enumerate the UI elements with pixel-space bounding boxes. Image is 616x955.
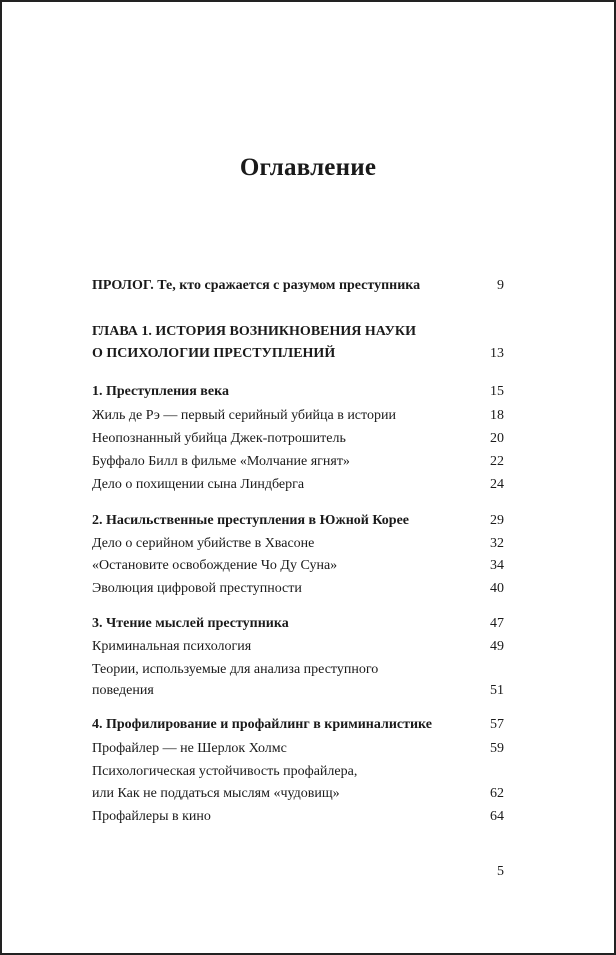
toc-entry-page: 49 xyxy=(490,639,504,654)
table-of-contents xyxy=(2,2,614,953)
toc-entry-page: 62 xyxy=(490,786,504,801)
toc-entry-label: 3. Чтение мыслей преступника xyxy=(92,616,289,631)
toc-entry-label: ПРОЛОГ. Те, кто сражается с разумом преступника xyxy=(92,278,421,293)
toc-entry-page: 51 xyxy=(490,683,504,698)
toc-entry-label: «Остановите освобождение Чо Ду Суна» xyxy=(92,558,338,573)
toc-entry-page: 34 xyxy=(490,558,504,573)
toc-entry-page: 9 xyxy=(497,278,504,293)
toc-entry-page: 29 xyxy=(490,513,504,528)
toc-entry-label: или Как не поддаться мыслям «чудовищ» xyxy=(92,786,340,801)
toc-entry-label: ГЛАВА 1. ИСТОРИЯ ВОЗНИКНОВЕНИЯ НАУКИ xyxy=(92,324,416,339)
toc-entry-label: Теории, используемые для анализа преступного xyxy=(92,662,379,677)
toc-entry-page: 32 xyxy=(490,536,504,551)
toc-entry-page: 18 xyxy=(490,408,504,423)
toc-entry-page: 15 xyxy=(490,384,504,399)
toc-entry-page: 40 xyxy=(490,581,504,596)
toc-entry-label: 4. Профилирование и профайлинг в криминалистике xyxy=(92,717,432,732)
toc-entry-label: Криминальная психология xyxy=(92,639,252,654)
toc-entry-label: 1. Преступления века xyxy=(92,384,229,399)
toc-entry-page: 59 xyxy=(490,741,504,756)
page-number: 5 xyxy=(497,864,504,879)
toc-entry-page: 22 xyxy=(490,454,504,469)
toc-entry-label: Профайлер — не Шерлок Холмс xyxy=(92,741,287,756)
toc-entry-page: 20 xyxy=(490,431,504,446)
toc-entry-label: Эволюция цифровой преступности xyxy=(92,581,302,596)
toc-entry-label: поведения xyxy=(92,683,154,698)
toc-entry-label: Буффало Билл в фильме «Молчание ягнят» xyxy=(92,454,350,469)
toc-entry-page: 57 xyxy=(490,717,504,732)
toc-entry-label: 2. Насильственные преступления в Южной Корее xyxy=(92,513,410,528)
toc-entry-label: О ПСИХОЛОГИИ ПРЕСТУПЛЕНИЙ xyxy=(92,346,336,361)
page-title: Оглавление xyxy=(239,154,377,181)
toc-entry-label: Профайлеры в кино xyxy=(92,809,211,824)
toc-entry-label: Дело о похищении сына Линдберга xyxy=(92,477,305,492)
toc-entry-page: 24 xyxy=(490,477,504,492)
toc-entry-page: 64 xyxy=(490,809,504,824)
toc-entry-page: 47 xyxy=(490,616,504,631)
toc-entry-label: Психологическая устойчивость профайлера, xyxy=(92,764,358,779)
toc-entry-label: Жиль де Рэ — первый серийный убийца в истории xyxy=(92,408,396,423)
toc-entry-label: Дело о серийном убийстве в Хвасоне xyxy=(92,536,315,551)
toc-entry-page: 13 xyxy=(490,346,504,361)
toc-entry-label: Неопознанный убийца Джек-потрошитель xyxy=(92,431,346,446)
